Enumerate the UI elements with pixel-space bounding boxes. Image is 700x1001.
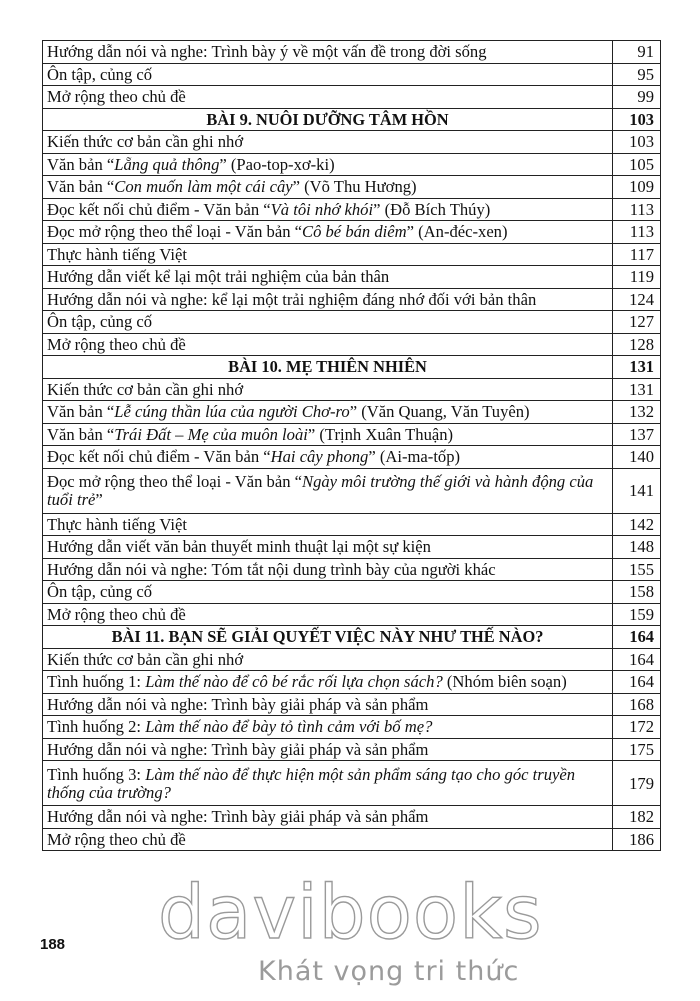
entry-title-text: Hướng dẫn nói và nghe: Trình bày ý về một vấn đề trong đời sống xyxy=(47,42,487,62)
entry-page-number: 158 xyxy=(613,581,661,604)
toc-row xyxy=(43,446,661,469)
entry-title-italic: Lẵng quả thông xyxy=(114,154,220,174)
toc-row xyxy=(43,738,661,761)
entry-title xyxy=(43,266,613,289)
entry-title-text: Mở rộng theo chủ đề xyxy=(47,604,186,624)
toc-row xyxy=(43,693,661,716)
toc-lesson-row xyxy=(43,356,661,379)
entry-title-text: Đọc mở rộng theo thể loại - Văn bản “ xyxy=(47,222,302,242)
entry-title xyxy=(43,446,613,469)
entry-title-text: Mở rộng theo chủ đề xyxy=(47,829,186,849)
entry-page-number: 142 xyxy=(613,513,661,536)
toc-row xyxy=(43,131,661,154)
toc-row xyxy=(43,603,661,626)
entry-title xyxy=(43,153,613,176)
toc-row xyxy=(43,86,661,109)
entry-title-text: ” (Pao-top-xơ-ki) xyxy=(219,154,335,174)
entry-title xyxy=(43,243,613,266)
entry-page-number: 164 xyxy=(613,671,661,694)
entry-title-text: Thực hành tiếng Việt xyxy=(47,514,187,534)
entry-title-italic: Ngày môi trường thế giới và hành động của tuổi trẻ xyxy=(47,472,594,509)
table-of-contents xyxy=(42,40,661,851)
entry-page-number: 172 xyxy=(613,716,661,739)
entry-title-italic: Trái Đất – Mẹ của muôn loài xyxy=(114,424,308,444)
page-number: 188 xyxy=(40,936,66,953)
entry-title xyxy=(43,716,613,739)
entry-page-number: 119 xyxy=(613,266,661,289)
entry-page-number: 155 xyxy=(613,558,661,581)
entry-title-text: Thực hành tiếng Việt xyxy=(47,244,187,264)
toc-row xyxy=(43,468,661,513)
entry-page-number: 103 xyxy=(613,108,661,131)
entry-title-text: BÀI 11. BẠN SẼ GIẢI QUYẾT VIỆC NÀY NHƯ THẾ NÀO? xyxy=(111,627,544,647)
entry-title-text: Ôn tập, củng cố xyxy=(47,582,153,602)
entry-title-text: Văn bản “ xyxy=(47,424,115,444)
entry-title xyxy=(43,41,613,64)
toc-row xyxy=(43,513,661,536)
entry-title-text: Tình huống 3: xyxy=(47,764,146,784)
entry-title xyxy=(43,738,613,761)
entry-title-text: BÀI 10. MẸ THIÊN NHIÊN xyxy=(228,357,427,377)
toc-row xyxy=(43,648,661,671)
entry-page-number: 103 xyxy=(613,131,661,154)
toc-row xyxy=(43,198,661,221)
toc-row xyxy=(43,266,661,289)
entry-title xyxy=(43,86,613,109)
entry-page-number: 168 xyxy=(613,693,661,716)
entry-title-text: ” (Văn Quang, Văn Tuyên) xyxy=(349,402,530,422)
toc-row xyxy=(43,333,661,356)
entry-title xyxy=(43,423,613,446)
entry-title-text: Văn bản “ xyxy=(47,402,115,422)
entry-title-text: ” (Trịnh Xuân Thuận) xyxy=(307,424,454,444)
toc-row xyxy=(43,378,661,401)
entry-title-italic: Và tôi nhớ khói xyxy=(270,199,374,219)
entry-page-number: 128 xyxy=(613,333,661,356)
entry-page-number: 137 xyxy=(613,423,661,446)
watermark-brand: davibooks xyxy=(158,870,543,956)
entry-title-text: Đọc kết nối chủ điểm - Văn bản “ xyxy=(47,447,271,467)
entry-title-italic: Hai cây phong xyxy=(270,447,369,467)
entry-title xyxy=(43,288,613,311)
toc-row xyxy=(43,761,661,806)
entry-page-number: 113 xyxy=(613,198,661,221)
entry-title xyxy=(43,806,613,829)
watermark-slogan: Khát vọng tri thức xyxy=(258,956,520,987)
lesson-title xyxy=(43,108,613,131)
entry-title-text: Hướng dẫn nói và nghe: kể lại một trải nghiệm đáng nhớ đối với bản thân xyxy=(47,289,537,309)
entry-page-number: 132 xyxy=(613,401,661,424)
entry-title-text: Ôn tập, củng cố xyxy=(47,64,153,84)
entry-title xyxy=(43,198,613,221)
toc-row xyxy=(43,63,661,86)
entry-title xyxy=(43,693,613,716)
entry-page-number: 182 xyxy=(613,806,661,829)
entry-page-number: 117 xyxy=(613,243,661,266)
entry-title-text: Tình huống 1: xyxy=(47,672,146,692)
entry-title-italic: Làm thế nào để bày tỏ tình cảm với bố mẹ? xyxy=(145,717,433,737)
toc-lesson-row xyxy=(43,108,661,131)
entry-title xyxy=(43,221,613,244)
entry-title-text: ” (An-đéc-xen) xyxy=(406,222,508,242)
entry-page-number: 164 xyxy=(613,626,661,649)
entry-page-number: 113 xyxy=(613,221,661,244)
entry-title-text: BÀI 9. NUÔI DƯỠNG TÂM HỒN xyxy=(206,109,449,129)
toc-row xyxy=(43,176,661,199)
entry-title xyxy=(43,131,613,154)
entry-page-number: 91 xyxy=(613,41,661,64)
entry-title xyxy=(43,603,613,626)
entry-title-italic: Làm thế nào để cô bé rắc rối lựa chọn sách? xyxy=(145,672,443,692)
entry-page-number: 131 xyxy=(613,378,661,401)
entry-title xyxy=(43,581,613,604)
lesson-title xyxy=(43,626,613,649)
entry-title-italic: Con muốn làm một cái cây xyxy=(114,177,293,197)
entry-title xyxy=(43,761,613,806)
toc-row xyxy=(43,41,661,64)
toc-row xyxy=(43,401,661,424)
entry-page-number: 140 xyxy=(613,446,661,469)
lesson-title xyxy=(43,356,613,379)
entry-page-number: 99 xyxy=(613,86,661,109)
entry-title-text: ” (Đỗ Bích Thúy) xyxy=(373,199,491,219)
entry-title-text: Tình huống 2: xyxy=(47,717,146,737)
entry-title-text: Văn bản “ xyxy=(47,177,115,197)
entry-page-number: 159 xyxy=(613,603,661,626)
toc-row xyxy=(43,558,661,581)
entry-title xyxy=(43,63,613,86)
entry-title-text: ” xyxy=(95,490,103,509)
entry-title xyxy=(43,378,613,401)
toc-row xyxy=(43,581,661,604)
toc-row xyxy=(43,221,661,244)
entry-title xyxy=(43,176,613,199)
entry-title-italic: Làm thế nào để thực hiện một sản phẩm sáng tạo cho góc truyền thống của trường? xyxy=(47,764,576,802)
entry-title-text: Hướng dẫn viết kể lại một trải nghiệm của bản thân xyxy=(47,267,390,287)
entry-page-number: 179 xyxy=(613,761,661,806)
entry-title-text: ” (Võ Thu Hương) xyxy=(292,177,417,197)
entry-title xyxy=(43,311,613,334)
entry-page-number: 148 xyxy=(613,536,661,559)
entry-page-number: 131 xyxy=(613,356,661,379)
entry-title xyxy=(43,333,613,356)
entry-title xyxy=(43,536,613,559)
entry-page-number: 186 xyxy=(613,828,661,851)
entry-page-number: 105 xyxy=(613,153,661,176)
entry-title-text: Hướng dẫn nói và nghe: Trình bày giải pháp và sản phẩm xyxy=(47,694,429,714)
toc-row xyxy=(43,806,661,829)
toc-row xyxy=(43,671,661,694)
entry-title xyxy=(43,671,613,694)
entry-title xyxy=(43,401,613,424)
entry-title xyxy=(43,558,613,581)
toc-row xyxy=(43,288,661,311)
entry-title-text: Hướng dẫn nói và nghe: Trình bày giải pháp và sản phẩm xyxy=(47,807,429,827)
entry-title-text: (Nhóm biên soạn) xyxy=(442,672,567,692)
entry-title-text: Đọc mở rộng theo thể loại - Văn bản “ xyxy=(47,472,302,491)
toc-lesson-row xyxy=(43,626,661,649)
toc-row xyxy=(43,243,661,266)
toc-row xyxy=(43,423,661,446)
entry-title-text: Đọc kết nối chủ điểm - Văn bản “ xyxy=(47,199,271,219)
entry-title-text: Kiến thức cơ bản cần ghi nhớ xyxy=(47,379,244,399)
entry-page-number: 124 xyxy=(613,288,661,311)
entry-title-text: Kiến thức cơ bản cần ghi nhớ xyxy=(47,132,244,152)
toc-row xyxy=(43,716,661,739)
entry-title-text: Hướng dẫn viết văn bản thuyết minh thuật lại một sự kiện xyxy=(47,537,431,557)
entry-title-text: ” (Ai-ma-tốp) xyxy=(368,447,461,467)
entry-title xyxy=(43,468,613,513)
entry-title xyxy=(43,828,613,851)
entry-title-text: Hướng dẫn nói và nghe: Trình bày giải pháp và sản phẩm xyxy=(47,739,429,759)
entry-page-number: 95 xyxy=(613,63,661,86)
entry-page-number: 175 xyxy=(613,738,661,761)
entry-title-text: Văn bản “ xyxy=(47,154,115,174)
toc-row xyxy=(43,153,661,176)
entry-title xyxy=(43,648,613,671)
toc-row xyxy=(43,311,661,334)
entry-title-italic: Lễ cúng thần lúa của người Chơ-ro xyxy=(114,402,350,422)
entry-title-text: Ôn tập, củng cố xyxy=(47,312,153,332)
toc-row xyxy=(43,828,661,851)
entry-page-number: 164 xyxy=(613,648,661,671)
entry-title xyxy=(43,513,613,536)
entry-page-number: 141 xyxy=(613,468,661,513)
entry-title-text: Kiến thức cơ bản cần ghi nhớ xyxy=(47,649,244,669)
entry-title-text: Mở rộng theo chủ đề xyxy=(47,334,186,354)
toc-body xyxy=(43,41,661,851)
toc-row xyxy=(43,536,661,559)
entry-title-italic: Cô bé bán diêm xyxy=(302,222,407,242)
entry-title-text: Mở rộng theo chủ đề xyxy=(47,87,186,107)
entry-title-text: Hướng dẫn nói và nghe: Tóm tắt nội dung trình bày của người khác xyxy=(47,559,496,579)
entry-page-number: 127 xyxy=(613,311,661,334)
entry-page-number: 109 xyxy=(613,176,661,199)
